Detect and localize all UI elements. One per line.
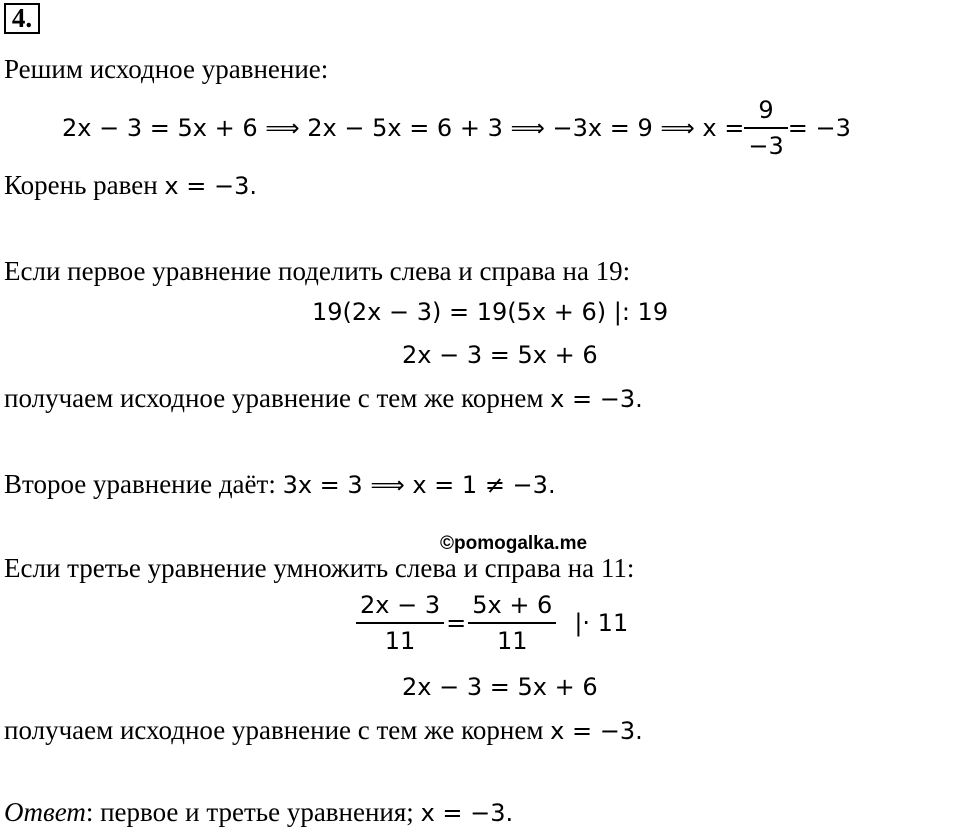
fraction-right (468, 590, 556, 656)
same-root-value-1: x = −3. (550, 385, 643, 413)
fraction-denominator: −3 (748, 132, 784, 160)
fraction-right-bar (468, 622, 556, 624)
root-line (4, 169, 257, 201)
multiply-annotation: |· 11 (574, 609, 629, 637)
fraction-left (356, 590, 444, 656)
same-root-label-1: получаем исходное уравнение с тем же корнем (4, 383, 551, 413)
answer-label: Ответ (4, 797, 86, 827)
third-equation-simplified: 2x − 3 = 5x + 6 (402, 673, 598, 701)
second-equation-label: Второе уравнение даёт: (4, 469, 283, 499)
fraction-right-numerator: 5x + 6 (472, 591, 553, 619)
fraction-left-denominator: 11 (384, 627, 416, 655)
equation-chain: 2x − 3 = 5x + 6 ⟹ 2x − 5x = 6 + 3 ⟹ −3x = 9 ⟹ x = (62, 114, 745, 142)
second-equation-line (4, 468, 556, 500)
answer-value: x = −3. (420, 799, 514, 827)
same-root-label-2: получаем исходное уравнение с тем же корнем (4, 715, 551, 745)
watermark: ©pomogalka.me (440, 533, 588, 554)
fraction-numerator: 9 (758, 96, 774, 124)
fraction-left-numerator: 2x − 3 (360, 591, 441, 619)
fraction-right-denominator: 11 (497, 627, 528, 655)
answer-text: : первое и третье уравнения; (85, 797, 421, 827)
equation-result: = −3 (787, 114, 851, 142)
answer-line (4, 796, 513, 828)
first-equation-intro: Если первое уравнение поделить слева и справа на 19: (4, 256, 631, 286)
same-root-line-2 (4, 714, 643, 746)
fraction-bar (744, 127, 787, 129)
third-equation-intro: Если третье уравнение умножить слева и справа на 11: (4, 553, 635, 583)
root-value: x = −3. (164, 172, 257, 200)
equation-solution (62, 98, 851, 158)
second-equation-value: 3x = 3 ⟹ x = 1 ≠ −3. (282, 471, 556, 499)
root-label: Корень равен (4, 170, 165, 200)
fraction-9-over-minus3 (744, 95, 787, 161)
fraction-left-bar (356, 622, 444, 624)
first-equation: 19(2x − 3) = 19(5x + 6) |: 19 (312, 298, 669, 326)
problem-number: 4. (4, 3, 40, 34)
first-equation-simplified: 2x − 3 = 5x + 6 (402, 341, 598, 369)
equals-sign: = (446, 609, 467, 637)
third-equation (356, 590, 628, 656)
intro-text: Решим исходное уравнение: (4, 54, 329, 84)
same-root-line-1 (4, 382, 643, 414)
same-root-value-2: x = −3. (550, 717, 643, 745)
